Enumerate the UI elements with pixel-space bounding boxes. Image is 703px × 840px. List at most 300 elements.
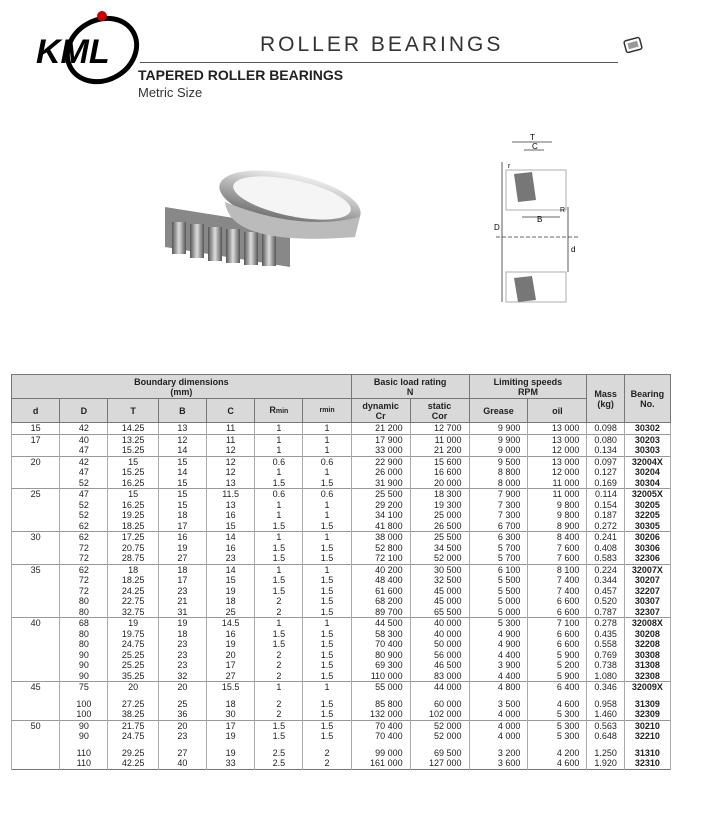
cell-D: 110 <box>60 758 108 769</box>
cell-static: 25 500 <box>410 532 469 543</box>
svg-text:d: d <box>571 245 576 254</box>
table-row <box>12 671 671 682</box>
svg-text:T: T <box>530 133 535 142</box>
table-row <box>12 543 671 554</box>
table-row <box>12 596 671 607</box>
cell-grease: 6 300 <box>469 532 528 543</box>
table-row <box>12 575 671 586</box>
cell-static: 102 000 <box>410 709 469 720</box>
cell-B: 27 <box>158 748 206 759</box>
table-row <box>12 682 671 693</box>
cell-static: 46 500 <box>410 660 469 671</box>
cell-B: 18 <box>158 629 206 640</box>
cell-oil: 12 000 <box>528 445 587 456</box>
cell-d <box>12 758 60 769</box>
table-row <box>12 699 671 710</box>
cell-B: 15 <box>158 500 206 511</box>
cell-rmin2: 1 <box>303 564 351 575</box>
cell-C: 15 <box>207 575 255 586</box>
cell-oil: 9 800 <box>528 510 587 521</box>
bearing-no-header: Bearing No. <box>624 375 670 423</box>
cell-oil: 5 300 <box>528 720 587 731</box>
svg-text:D: D <box>494 223 500 232</box>
cell-C: 16 <box>207 629 255 640</box>
cell-C: 27 <box>207 671 255 682</box>
cell-static: 40 000 <box>410 629 469 640</box>
cell-d <box>12 709 60 720</box>
cell-C: 25 <box>207 607 255 618</box>
cell-B: 32 <box>158 671 206 682</box>
cell-rmin: 1.5 <box>255 720 303 731</box>
table-row <box>12 607 671 618</box>
cell-D: 80 <box>60 629 108 640</box>
table-row <box>12 639 671 650</box>
cell-d: 25 <box>12 489 60 500</box>
cell-rmin2: 1.5 <box>303 553 351 564</box>
cell-rmin: 1 <box>255 618 303 629</box>
cell-mass: 0.187 <box>587 510 625 521</box>
cell-D: 42 <box>60 423 108 435</box>
cell-rmin: 1.5 <box>255 639 303 650</box>
cell-rmin: 2.5 <box>255 758 303 769</box>
cell-bearing-no: 30208 <box>624 629 670 640</box>
cell-d <box>12 500 60 511</box>
cell-bearing-no: 32007X <box>624 564 670 575</box>
cell-oil: 12 000 <box>528 467 587 478</box>
cell-oil: 5 300 <box>528 731 587 742</box>
col-T: T <box>108 399 158 423</box>
cell-rmin: 1.5 <box>255 629 303 640</box>
cell-D: 100 <box>60 709 108 720</box>
cell-grease: 5 500 <box>469 575 528 586</box>
cell-dynamic: 25 500 <box>351 489 410 500</box>
cell-d: 40 <box>12 618 60 629</box>
cell-rmin2: 0.6 <box>303 489 351 500</box>
cell-grease: 6 700 <box>469 521 528 532</box>
cell-rmin: 1.5 <box>255 575 303 586</box>
kml-logo <box>32 8 142 88</box>
cell-dynamic: 161 000 <box>351 758 410 769</box>
section-subtitle: Metric Size <box>138 85 203 100</box>
cell-grease: 5 700 <box>469 543 528 554</box>
cell-static: 127 000 <box>410 758 469 769</box>
cell-D: 100 <box>60 699 108 710</box>
cell-bearing-no: 32005X <box>624 489 670 500</box>
cell-oil: 5 900 <box>528 650 587 661</box>
cell-mass: 0.958 <box>587 699 625 710</box>
cell-C: 11 <box>207 434 255 445</box>
cell-grease: 5 000 <box>469 607 528 618</box>
cell-dynamic: 61 600 <box>351 586 410 597</box>
cell-mass: 0.169 <box>587 478 625 489</box>
table-row <box>12 586 671 597</box>
cell-D: 80 <box>60 639 108 650</box>
cell-rmin2: 1.5 <box>303 671 351 682</box>
cell-T: 15.25 <box>108 467 158 478</box>
cell-rmin2: 1.5 <box>303 650 351 661</box>
cell-B: 23 <box>158 660 206 671</box>
cell-mass: 1.460 <box>587 709 625 720</box>
cell-C: 23 <box>207 553 255 564</box>
cell-T: 32.75 <box>108 607 158 618</box>
cell-C: 20 <box>207 650 255 661</box>
cell-C: 17 <box>207 720 255 731</box>
cell-T: 16.25 <box>108 478 158 489</box>
cell-dynamic: 33 000 <box>351 445 410 456</box>
cell-T: 18.25 <box>108 521 158 532</box>
cell-grease: 7 900 <box>469 489 528 500</box>
cell-T: 19.75 <box>108 629 158 640</box>
cell-T: 19 <box>108 618 158 629</box>
cell-C: 19 <box>207 731 255 742</box>
cell-static: 52 000 <box>410 720 469 731</box>
cell-bearing-no: 31309 <box>624 699 670 710</box>
cell-dynamic: 44 500 <box>351 618 410 629</box>
cell-grease: 3 600 <box>469 758 528 769</box>
cell-rmin2: 1 <box>303 467 351 478</box>
cell-rmin: 1.5 <box>255 586 303 597</box>
cell-rmin: 1 <box>255 510 303 521</box>
basic-load-rating-header: Basic load rating N <box>351 375 469 399</box>
bearing-photo <box>150 162 365 272</box>
cell-bearing-no: 32205 <box>624 510 670 521</box>
table-row <box>12 456 671 467</box>
table-row <box>12 478 671 489</box>
cell-grease: 7 300 <box>469 500 528 511</box>
limiting-speeds-header: Limiting speeds RPM <box>469 375 587 399</box>
cell-bearing-no: 30210 <box>624 720 670 731</box>
col-rmin: Rmin <box>255 399 303 423</box>
cell-dynamic: 52 800 <box>351 543 410 554</box>
cell-rmin: 0.6 <box>255 456 303 467</box>
cell-bearing-no: 30307 <box>624 596 670 607</box>
cell-static: 52 000 <box>410 553 469 564</box>
cell-bearing-no: 32306 <box>624 553 670 564</box>
cell-oil: 7 400 <box>528 575 587 586</box>
cell-rmin: 2 <box>255 650 303 661</box>
cell-B: 15 <box>158 456 206 467</box>
cell-rmin2: 2 <box>303 748 351 759</box>
cell-d <box>12 650 60 661</box>
cell-rmin2: 1 <box>303 423 351 435</box>
cell-oil: 5 300 <box>528 709 587 720</box>
cell-oil: 7 600 <box>528 553 587 564</box>
cell-C: 12 <box>207 467 255 478</box>
cell-dynamic: 17 900 <box>351 434 410 445</box>
cell-d <box>12 445 60 456</box>
cell-grease: 8 800 <box>469 467 528 478</box>
cell-D: 52 <box>60 510 108 521</box>
cell-rmin: 1.5 <box>255 553 303 564</box>
cell-rmin: 1.5 <box>255 543 303 554</box>
table-row <box>12 521 671 532</box>
cell-mass: 0.520 <box>587 596 625 607</box>
cell-rmin2: 1.5 <box>303 586 351 597</box>
cell-grease: 6 100 <box>469 564 528 575</box>
cell-d: 45 <box>12 682 60 693</box>
cell-rmin2: 1 <box>303 510 351 521</box>
cell-mass: 0.134 <box>587 445 625 456</box>
cell-C: 18 <box>207 699 255 710</box>
page-title: ROLLER BEARINGS <box>260 33 504 56</box>
cell-mass: 0.224 <box>587 564 625 575</box>
cell-B: 31 <box>158 607 206 618</box>
cell-B: 18 <box>158 564 206 575</box>
cell-oil: 6 600 <box>528 639 587 650</box>
cell-B: 27 <box>158 553 206 564</box>
cell-D: 80 <box>60 596 108 607</box>
cell-rmin2: 1.5 <box>303 720 351 731</box>
cell-B: 17 <box>158 575 206 586</box>
col-d: d <box>12 399 60 423</box>
cell-T: 21.75 <box>108 720 158 731</box>
cell-T: 27.25 <box>108 699 158 710</box>
cell-dynamic: 26 000 <box>351 467 410 478</box>
table-row <box>12 564 671 575</box>
cell-d <box>12 699 60 710</box>
bearing-cross-section-diagram <box>492 132 582 312</box>
cell-T: 20 <box>108 682 158 693</box>
cell-B: 16 <box>158 532 206 543</box>
col-rmin2: rmin <box>303 399 351 423</box>
table-row <box>12 650 671 661</box>
col-dynamic: dynamic Cr <box>351 399 410 423</box>
cell-rmin: 1 <box>255 467 303 478</box>
cell-rmin2: 1.5 <box>303 699 351 710</box>
cell-B: 23 <box>158 586 206 597</box>
cell-mass: 1.080 <box>587 671 625 682</box>
cell-oil: 6 400 <box>528 682 587 693</box>
cell-dynamic: 72 100 <box>351 553 410 564</box>
cell-static: 65 500 <box>410 607 469 618</box>
cell-static: 60 000 <box>410 699 469 710</box>
cell-bearing-no: 30303 <box>624 445 670 456</box>
cell-D: 110 <box>60 748 108 759</box>
cell-oil: 8 400 <box>528 532 587 543</box>
cell-T: 25.25 <box>108 660 158 671</box>
cell-grease: 9 500 <box>469 456 528 467</box>
cell-C: 13 <box>207 500 255 511</box>
cell-rmin: 1.5 <box>255 731 303 742</box>
cell-oil: 4 200 <box>528 748 587 759</box>
cell-D: 62 <box>60 532 108 543</box>
cell-T: 19.25 <box>108 510 158 521</box>
cell-rmin: 1 <box>255 564 303 575</box>
cell-rmin: 1 <box>255 500 303 511</box>
cell-B: 21 <box>158 596 206 607</box>
cell-dynamic: 38 000 <box>351 532 410 543</box>
table-row <box>12 758 671 769</box>
table-row <box>12 709 671 720</box>
table-row <box>12 731 671 742</box>
svg-text:R: R <box>560 207 566 214</box>
cell-d: 17 <box>12 434 60 445</box>
cell-static: 16 600 <box>410 467 469 478</box>
cell-oil: 5 200 <box>528 660 587 671</box>
cell-static: 45 000 <box>410 586 469 597</box>
cell-T: 28.75 <box>108 553 158 564</box>
cell-T: 18.25 <box>108 575 158 586</box>
cell-rmin: 0.6 <box>255 489 303 500</box>
svg-text:C: C <box>532 142 538 151</box>
cell-d <box>12 510 60 521</box>
cell-D: 40 <box>60 434 108 445</box>
table-row <box>12 660 671 671</box>
cell-T: 13.25 <box>108 434 158 445</box>
cell-grease: 4 000 <box>469 731 528 742</box>
cell-grease: 5 700 <box>469 553 528 564</box>
cell-C: 15 <box>207 521 255 532</box>
cell-mass: 0.154 <box>587 500 625 511</box>
cell-D: 68 <box>60 618 108 629</box>
cell-rmin2: 1.5 <box>303 543 351 554</box>
cell-mass: 0.114 <box>587 489 625 500</box>
bearing-icon <box>623 35 643 55</box>
cell-dynamic: 21 200 <box>351 423 410 435</box>
table-body <box>12 423 671 770</box>
cell-T: 35.25 <box>108 671 158 682</box>
cell-T: 15 <box>108 456 158 467</box>
cell-oil: 7 400 <box>528 586 587 597</box>
cell-bearing-no: 32008X <box>624 618 670 629</box>
table-row <box>12 553 671 564</box>
cell-grease: 3 500 <box>469 699 528 710</box>
cell-d <box>12 671 60 682</box>
cell-bearing-no: 32310 <box>624 758 670 769</box>
cell-bearing-no: 30308 <box>624 650 670 661</box>
cell-D: 90 <box>60 731 108 742</box>
cell-B: 14 <box>158 467 206 478</box>
cell-d: 15 <box>12 423 60 435</box>
cell-rmin2: 1 <box>303 445 351 456</box>
cell-rmin: 2 <box>255 671 303 682</box>
cell-oil: 11 000 <box>528 478 587 489</box>
cell-C: 14 <box>207 532 255 543</box>
cell-C: 19 <box>207 586 255 597</box>
cell-rmin: 1 <box>255 445 303 456</box>
cell-bearing-no: 31308 <box>624 660 670 671</box>
cell-rmin: 1 <box>255 423 303 435</box>
cell-dynamic: 70 400 <box>351 720 410 731</box>
cell-C: 33 <box>207 758 255 769</box>
cell-grease: 5 300 <box>469 618 528 629</box>
cell-oil: 4 600 <box>528 699 587 710</box>
cell-grease: 8 000 <box>469 478 528 489</box>
cell-D: 90 <box>60 650 108 661</box>
svg-text:B: B <box>537 215 543 224</box>
cell-oil: 9 800 <box>528 500 587 511</box>
col-C: C <box>207 399 255 423</box>
cell-B: 13 <box>158 423 206 435</box>
cell-T: 20.75 <box>108 543 158 554</box>
cell-D: 75 <box>60 682 108 693</box>
cell-d: 30 <box>12 532 60 543</box>
cell-mass: 0.648 <box>587 731 625 742</box>
cell-rmin2: 1.5 <box>303 596 351 607</box>
cell-static: 50 000 <box>410 639 469 650</box>
cell-dynamic: 48 400 <box>351 575 410 586</box>
cell-static: 56 000 <box>410 650 469 661</box>
table-row <box>12 618 671 629</box>
cell-rmin: 2 <box>255 607 303 618</box>
cell-T: 24.75 <box>108 731 158 742</box>
cell-bearing-no: 30305 <box>624 521 670 532</box>
cell-d: 20 <box>12 456 60 467</box>
cell-dynamic: 110 000 <box>351 671 410 682</box>
col-grease: Grease <box>469 399 528 423</box>
cell-D: 80 <box>60 607 108 618</box>
cell-static: 52 000 <box>410 731 469 742</box>
cell-grease: 7 300 <box>469 510 528 521</box>
cell-C: 12 <box>207 456 255 467</box>
cell-grease: 5 500 <box>469 586 528 597</box>
cell-C: 13 <box>207 478 255 489</box>
cell-dynamic: 31 900 <box>351 478 410 489</box>
cell-C: 18 <box>207 596 255 607</box>
cell-d <box>12 521 60 532</box>
cell-d <box>12 639 60 650</box>
cell-d <box>12 478 60 489</box>
cell-D: 90 <box>60 720 108 731</box>
cell-T: 15 <box>108 489 158 500</box>
cell-oil: 6 600 <box>528 596 587 607</box>
cell-bearing-no: 32207 <box>624 586 670 597</box>
cell-rmin2: 1.5 <box>303 478 351 489</box>
col-static: static Cor <box>410 399 469 423</box>
cell-d: 50 <box>12 720 60 731</box>
cell-T: 14.25 <box>108 423 158 435</box>
cell-mass: 0.787 <box>587 607 625 618</box>
table-row <box>12 445 671 456</box>
cell-C: 14 <box>207 564 255 575</box>
cell-d <box>12 629 60 640</box>
cell-T: 17.25 <box>108 532 158 543</box>
cell-dynamic: 58 300 <box>351 629 410 640</box>
cell-B: 15 <box>158 478 206 489</box>
cell-mass: 1.920 <box>587 758 625 769</box>
cell-rmin: 1.5 <box>255 521 303 532</box>
cell-dynamic: 22 900 <box>351 456 410 467</box>
cell-d <box>12 553 60 564</box>
cell-grease: 4 000 <box>469 720 528 731</box>
cell-bearing-no: 32309 <box>624 709 670 720</box>
cell-static: 25 000 <box>410 510 469 521</box>
cell-D: 52 <box>60 500 108 511</box>
cell-rmin2: 1 <box>303 434 351 445</box>
cell-bearing-no: 30206 <box>624 532 670 543</box>
cell-B: 23 <box>158 650 206 661</box>
cell-rmin2: 1 <box>303 618 351 629</box>
cell-rmin: 1 <box>255 682 303 693</box>
cell-oil: 5 900 <box>528 671 587 682</box>
cell-grease: 4 800 <box>469 682 528 693</box>
cell-grease: 4 900 <box>469 629 528 640</box>
cell-C: 19 <box>207 639 255 650</box>
cell-mass: 0.408 <box>587 543 625 554</box>
cell-grease: 3 200 <box>469 748 528 759</box>
cell-rmin2: 1.5 <box>303 629 351 640</box>
cell-T: 42.25 <box>108 758 158 769</box>
header-divider <box>140 62 618 63</box>
cell-d <box>12 467 60 478</box>
cell-rmin: 2.5 <box>255 748 303 759</box>
cell-grease: 3 900 <box>469 660 528 671</box>
cell-bearing-no: 30304 <box>624 478 670 489</box>
cell-rmin2: 1.5 <box>303 521 351 532</box>
cell-rmin: 2 <box>255 660 303 671</box>
cell-rmin2: 1.5 <box>303 660 351 671</box>
cell-bearing-no: 30204 <box>624 467 670 478</box>
